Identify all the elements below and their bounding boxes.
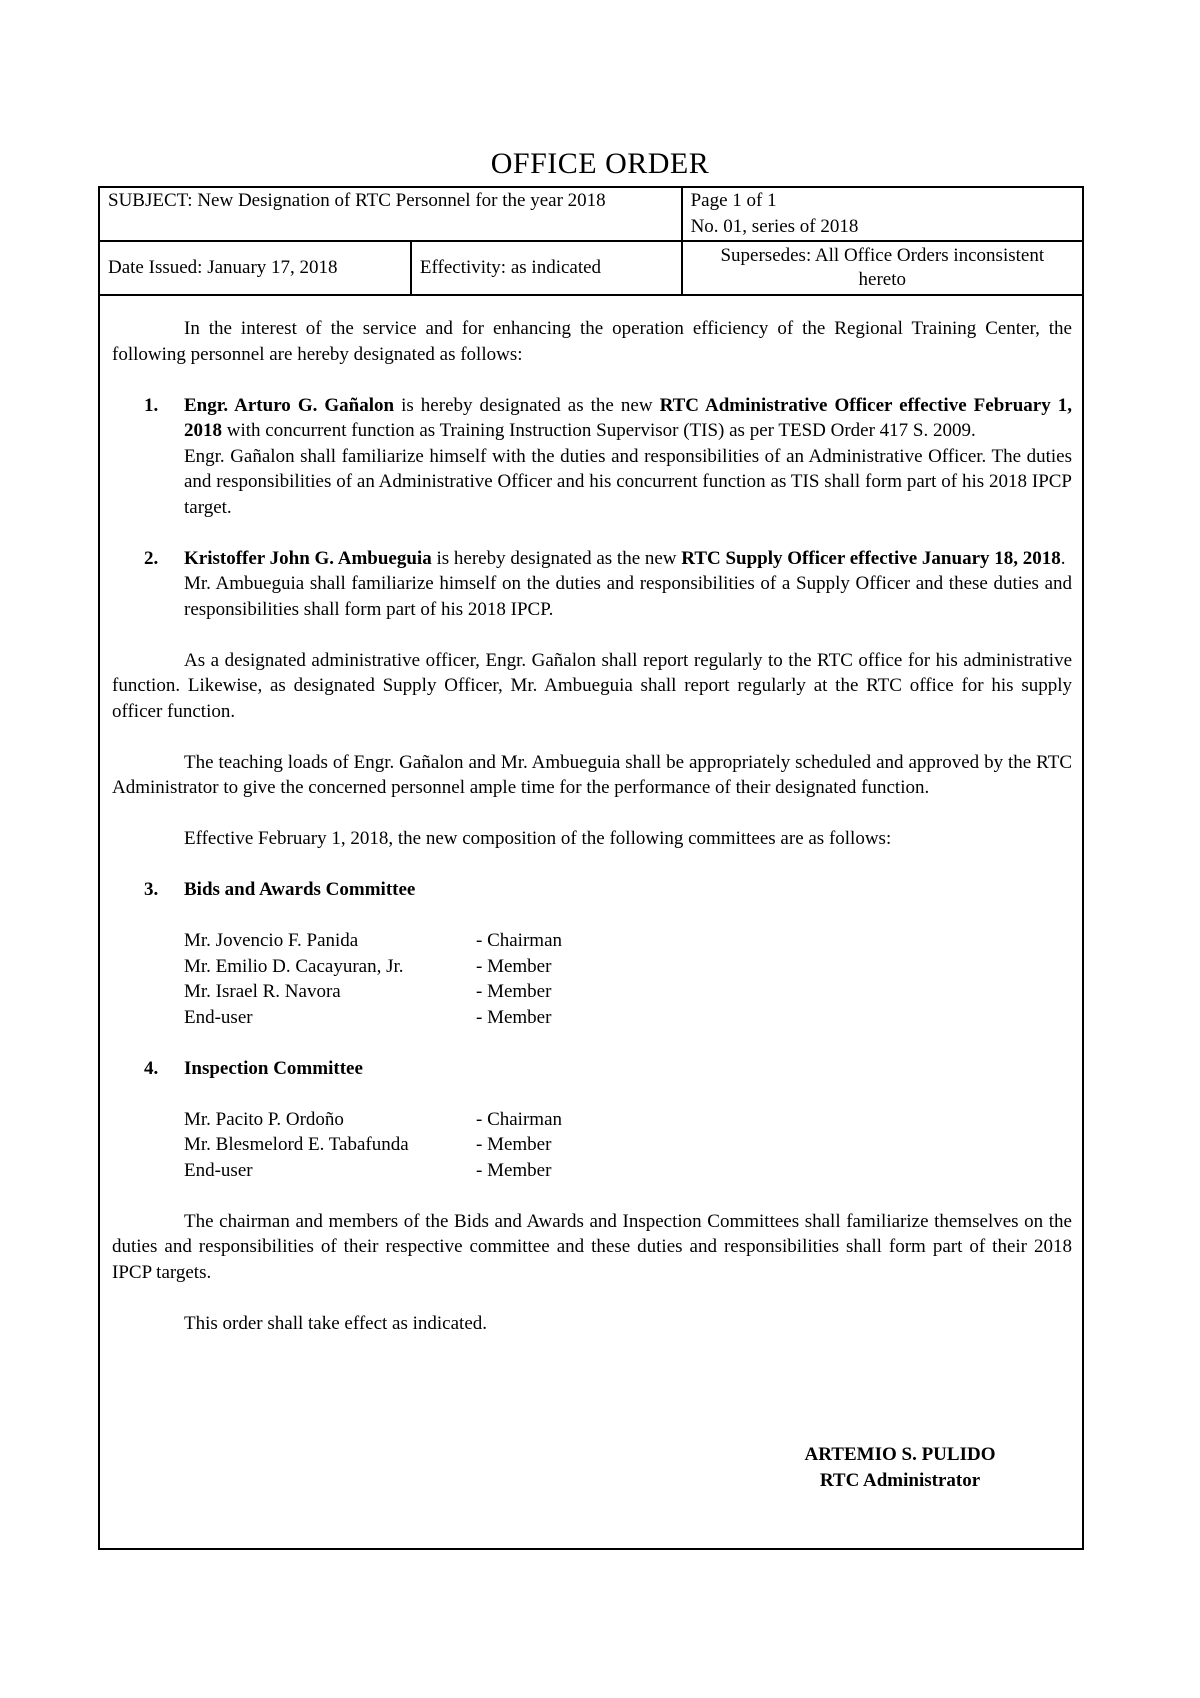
member-name: Mr. Jovencio F. Panida [184,930,359,951]
item-number: 3. [144,879,159,900]
member-name: End-user [184,1159,253,1181]
signature-block [750,1442,1050,1493]
member-row [184,1005,1072,1031]
effective-paragraph: Effective February 1, 2018, the new composition of the following committees are as follows: [184,828,892,849]
member-role: - Member [476,1159,552,1181]
signatory-position: RTC Administrator [819,1469,981,1491]
item-number: 1. [144,394,159,416]
designation-text [184,546,1072,572]
designation-text-b: with concurrent function as Training Instruction Supervisor (TIS) as per TESD Order 417 S. 2009. [222,420,976,441]
teaching-paragraph: The teaching loads of Engr. Gañalon and Mr. Ambueguia shall be appropriately scheduled and approved by the RTC Administrator to give the concerned personnel ample time for the performance of their designated function. [112,751,1072,798]
committee-title: Inspection Committee [184,1057,363,1079]
designation-item-2 [112,546,1072,623]
designated-position: RTC Administrative Officer effective February 1, 2018 [184,394,1072,441]
member-name: End-user [184,1006,253,1028]
committee-members [112,928,1072,1030]
member-name: Mr. Emilio D. Cacayuran, Jr. [184,955,404,977]
designation-duties: Mr. Ambueguia shall familiarize himself on the duties and responsibilities of a Supply Officer and these duties and responsibilities shall form part of his 2018 IPCP. [184,573,1072,620]
header-table [98,186,1084,296]
member-row [184,954,1072,980]
subject-text: SUBJECT: New Designation of RTC Personnel for the year 2018 [108,190,606,211]
effect-paragraph: This order shall take effect as indicated. [184,1312,487,1334]
member-name: Mr. Blesmelord E. Tabafunda [184,1134,409,1155]
member-name: Mr. Israel R. Navora [184,981,341,1002]
document-title: OFFICE ORDER [490,147,710,180]
designation-item-1 [112,393,1072,521]
committee-bac [112,877,1072,903]
designation-text-a: is hereby designated as the new [431,547,682,569]
intro-paragraph: In the interest of the service and for enhancing the operation efficiency of the Regional Training Center, the following personnel are hereby designated as follows: [112,318,1072,365]
member-row [184,979,1072,1005]
designation-text-a: is hereby designated as the new [394,394,660,416]
signatory-name: ARTEMIO S. PULIDO [804,1444,996,1465]
member-row [184,1107,1072,1133]
designee-name: Engr. Arturo G. Gañalon [184,394,395,416]
familiarize-paragraph: The chairman and members of the Bids and Awards and Inspection Committees shall familiarize themselves on the duties and responsibilities of their respective committee and these duties and responsibilities shall form part of their 2018 IPCP targets. [112,1210,1072,1283]
member-role: - Member [476,1006,552,1028]
supersedes-cell [682,241,1083,295]
item-number: 2. [144,547,159,569]
member-row [184,1132,1072,1158]
report-paragraph: As a designated administrative officer, Engr. Gañalon shall report regularly to the RTC office for his administrative function. Likewise, as designated Supply Officer, Mr. Ambueguia shall report regularly at the RTC office for his supply officer function. [112,649,1072,722]
designation-text [184,393,1072,444]
order-number: No. 01, series of 2018 [690,216,859,237]
order-content [112,316,1072,1336]
effectivity: Effectivity: as indicated [419,257,602,278]
member-role: - Chairman [476,1108,563,1130]
member-role: - Member [476,1134,552,1155]
supersedes-line1: Supersedes: All Office Orders inconsistent [720,245,1045,266]
member-role: - Member [476,955,552,977]
member-role: - Chairman [476,930,563,951]
committee-inspection [112,1056,1072,1082]
item-number: 4. [144,1057,159,1079]
member-row [184,928,1072,954]
designee-name: Kristoffer John G. Ambueguia [184,547,432,569]
member-row [184,1158,1072,1184]
designated-position: RTC Supply Officer effective January 18, 2018 [681,547,1061,569]
subject-cell [99,187,682,241]
effectivity-cell [411,241,682,295]
page-cell [682,187,1083,241]
member-role: - Member [476,981,552,1002]
committee-members [112,1107,1072,1184]
designation-duties: Engr. Gañalon shall familiarize himself with the duties and responsibilities of an Administrative Officer. The duties and responsibilities of an Administrative Officer and his concurrent function as TIS shall form part of his 2018 IPCP target. [184,445,1072,518]
committee-title: Bids and Awards Committee [184,879,416,900]
supersedes-line2: hereto [858,269,907,290]
date-issued-cell [99,241,411,295]
designation-text-b: . [1060,547,1066,569]
order-body [98,290,1084,1550]
member-name: Mr. Pacito P. Ordoño [184,1108,344,1130]
page-number: Page 1 of 1 [690,190,777,211]
date-issued: Date Issued: January 17, 2018 [108,257,338,278]
